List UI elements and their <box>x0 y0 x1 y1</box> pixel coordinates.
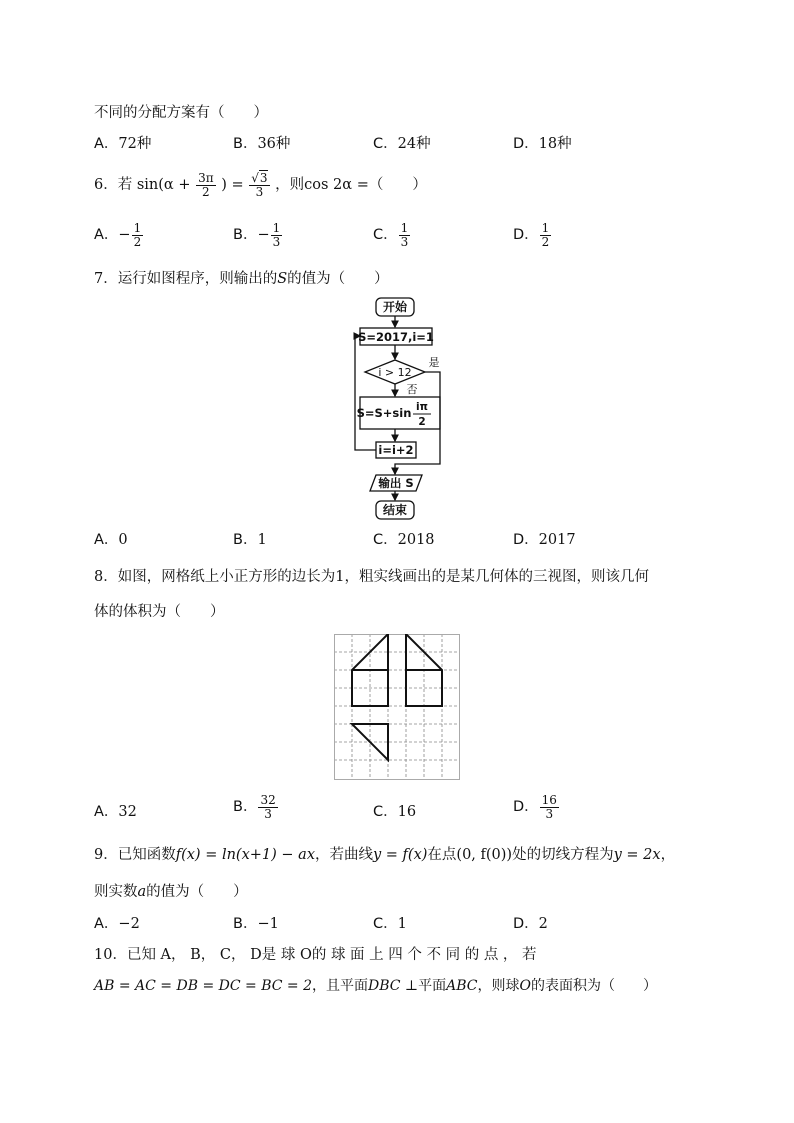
q10-stem-line2: AB = AC = DB = DC = BC = 2，且平面DBC ⊥平面ABC，则球O的表面积为（ ） <box>94 978 657 994</box>
option-c: C．16 <box>373 804 417 820</box>
yes-label: 是 <box>428 356 440 369</box>
option-d: D．18种 <box>513 136 572 152</box>
no-label: 否 <box>406 383 418 396</box>
assign-denominator: 2 <box>418 416 426 428</box>
three-view-figure <box>334 634 460 780</box>
q7-options <box>94 528 614 552</box>
q6-stem: 6．若 sin(α + $\frac{3\pi}{2}$ ) = $\frac{√3}{3}$ ，则cos 2α =（ ） <box>94 171 427 199</box>
option-a: A．−2 <box>94 916 140 932</box>
option-b: B．−1 <box>233 916 279 932</box>
q5-options <box>94 132 614 156</box>
q5-stem: 不同的分配方案有（ ） <box>94 105 268 121</box>
q6-options <box>94 222 614 258</box>
end-label: 结束 <box>382 503 408 517</box>
option-b: B． $\frac{32}{3}$ <box>233 793 276 821</box>
option-d: D．2 <box>513 916 548 932</box>
option-a: A．− $\frac{1}{2}$ <box>94 221 142 249</box>
assign-label: S=S+sin <box>356 406 412 420</box>
option-a: A．32 <box>94 804 137 820</box>
option-c: C．1 <box>373 916 407 932</box>
assign-numerator: iπ <box>416 401 428 413</box>
option-d: D． $\frac{1}{2}$ <box>513 221 550 249</box>
q8-options <box>94 794 614 830</box>
q9-stem-line1: 9．已知函数f(x) = ln(x+1) − ax，若曲线y = f(x)在点(0, f(0))处的切线方程为y = 2x， <box>94 847 676 863</box>
q8-stem-line1: 8．如图，网格纸上小正方形的边长为1，粗实线画出的是某几何体的三视图，则该几何 <box>94 569 649 585</box>
q8-stem-line2: 体的体积为（ ） <box>94 604 225 620</box>
condition-label: i > 12 <box>378 366 412 379</box>
option-a: A．0 <box>94 532 128 548</box>
option-b: B．− $\frac{1}{3}$ <box>233 221 281 249</box>
q7-stem: 7．运行如图程序，则输出的S的值为（ ） <box>94 271 389 287</box>
increment-label: i=i+2 <box>378 443 414 457</box>
option-a: A．72种 <box>94 136 152 152</box>
init-label: S=2017,i=1 <box>358 330 434 344</box>
q9-options <box>94 912 614 936</box>
option-b: B．1 <box>233 532 267 548</box>
option-d: D． $\frac{16}{3}$ <box>513 793 557 821</box>
option-c: C．24种 <box>373 136 431 152</box>
q10-stem-line1: 10．已知 A， B， C， D是 球 O的 球 面 上 四 个 不 同 的 点 ， 若 <box>94 947 537 963</box>
option-c: C．2018 <box>373 532 435 548</box>
option-c: C． $\frac{1}{3}$ <box>373 221 409 249</box>
start-label: 开始 <box>382 300 408 314</box>
flowchart <box>340 296 460 522</box>
option-b: B．36种 <box>233 136 291 152</box>
option-d: D．2017 <box>513 532 576 548</box>
output-label: 输出 S <box>378 476 414 490</box>
q9-stem-line2: 则实数a的值为（ ） <box>94 884 248 900</box>
